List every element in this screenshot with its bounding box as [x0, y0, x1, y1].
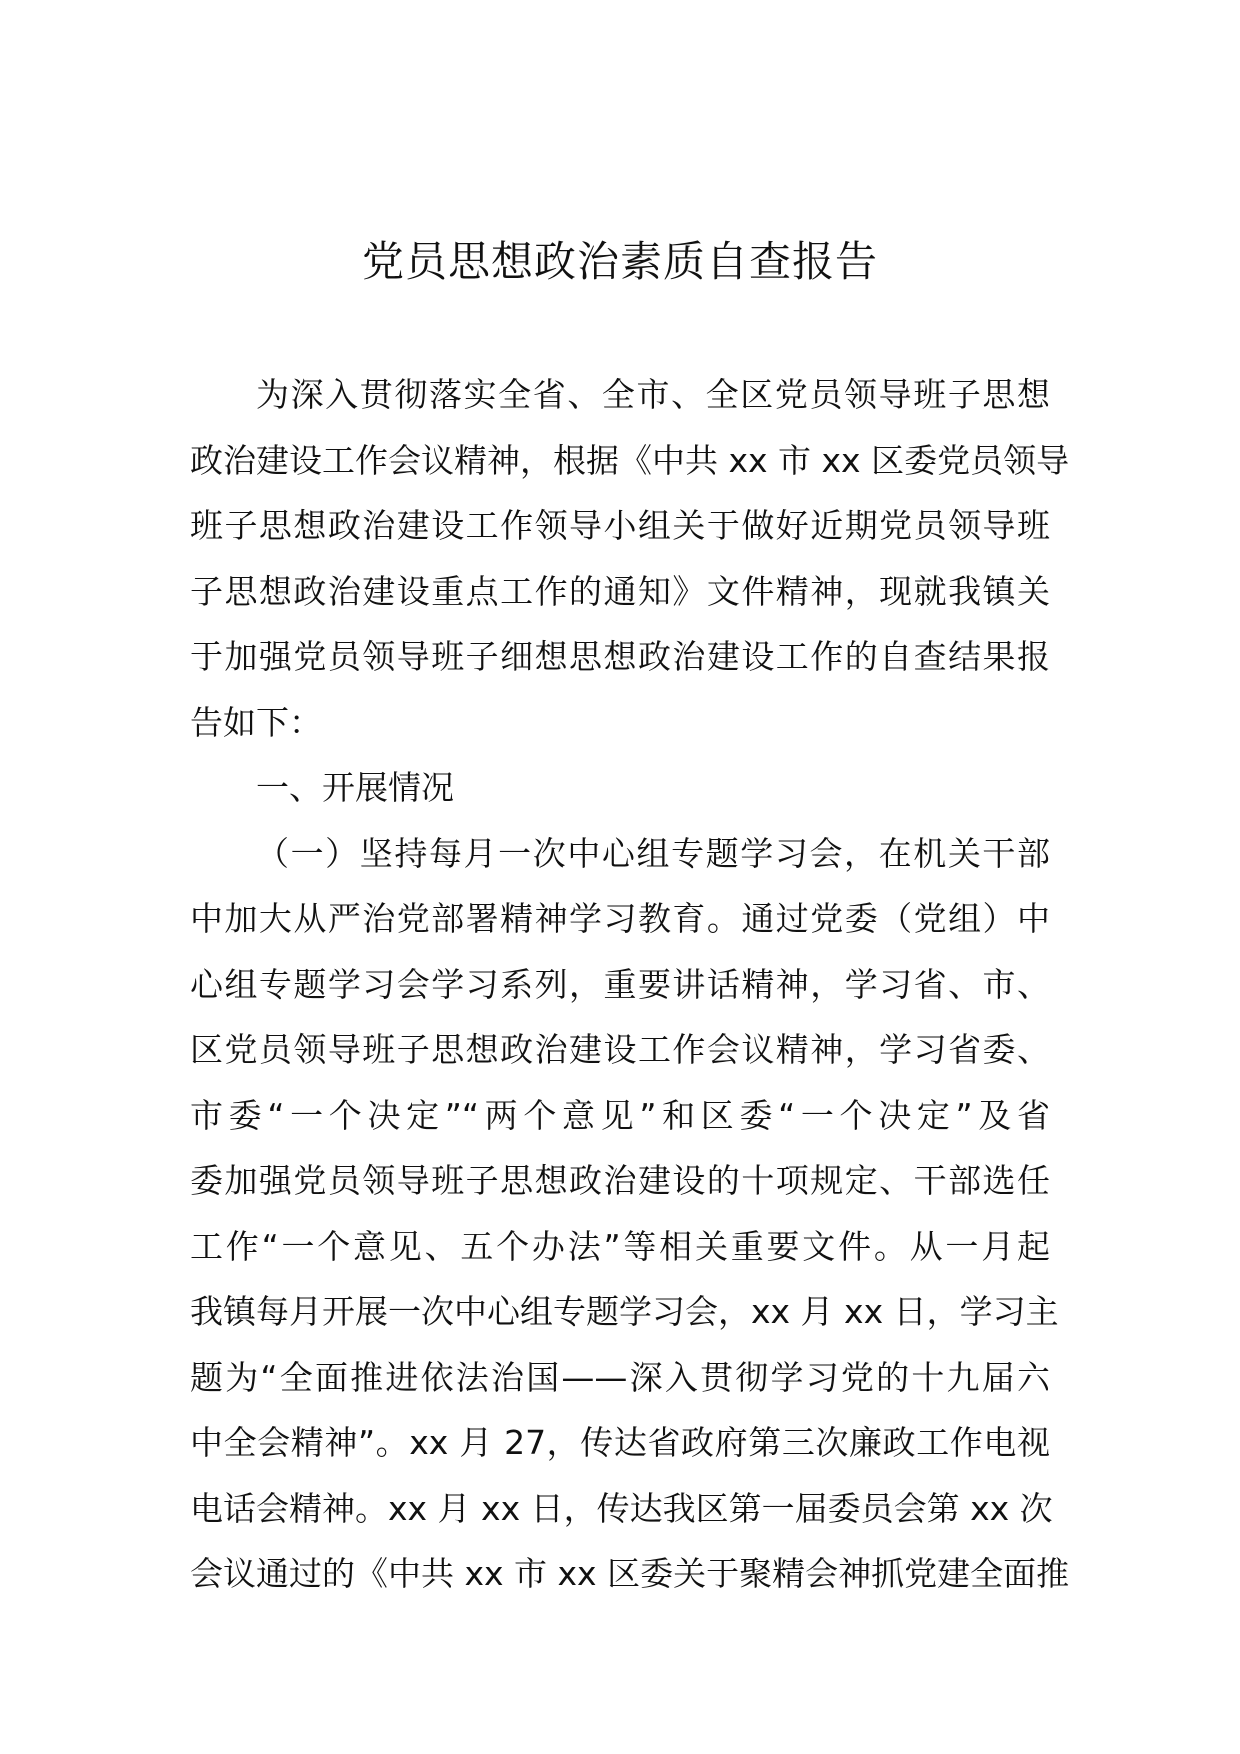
body-line: 中加大从严治党部署精神学习教育。通过党委（党组）中	[190, 899, 1050, 938]
body-line: 委加强党员领导班子思想政治建设的十项规定、干部选任	[190, 1161, 1050, 1200]
body-line: 我镇每月开展一次中心组专题学习会，xx 月 xx 日，学习主	[190, 1292, 1059, 1331]
body-line: 于加强党员领导班子细想思想政治建设工作的自查结果报	[190, 637, 1050, 676]
body-line: 工作“一个意见、五个办法”等相关重要文件。从一月起	[190, 1226, 1050, 1266]
body-line: 告如下：	[190, 702, 322, 742]
body-line: 会议通过的《中共 xx 市 xx 区委关于聚精会神抓党建全面推	[190, 1554, 1070, 1593]
body-line: 电话会精神。xx 月 xx 日，传达我区第一届委员会第 xx 次	[190, 1488, 1053, 1528]
body-line: 心组专题学习会学习系列，重要讲话精神，学习省、市、	[190, 964, 1050, 1004]
document-body	[190, 362, 1070, 1607]
body-line: 子思想政治建设重点工作的通知》文件精神，现就我镇关	[190, 571, 1050, 611]
body-line: 班子思想政治建设工作领导小组关于做好近期党员领导班	[190, 506, 1050, 545]
body-line: 政治建设工作会议精神，根据《中共 xx 市 xx 区委党员领导	[190, 440, 1070, 480]
body-line: 区党员领导班子思想政治建设工作会议精神，学习省委、	[190, 1030, 1050, 1069]
document-title: 党员思想政治素质自查报告	[361, 237, 878, 286]
body-line: 市委“一个决定”“两个意见”和区委“一个决定”及省	[190, 1095, 1050, 1135]
body-line: 题为“全面推进依法治国——深入贯彻学习党的十九届六	[190, 1357, 1050, 1397]
body-line: 中全会精神”。xx 月 27，传达省政府第三次廉政工作电视	[190, 1423, 1050, 1462]
body-line: 为深入贯彻落实全省、全市、全区党员领导班子思想	[256, 375, 1050, 414]
section-heading: 一、开展情况	[256, 768, 454, 807]
body-line: （一）坚持每月一次中心组专题学习会，在机关干部	[256, 833, 1050, 873]
